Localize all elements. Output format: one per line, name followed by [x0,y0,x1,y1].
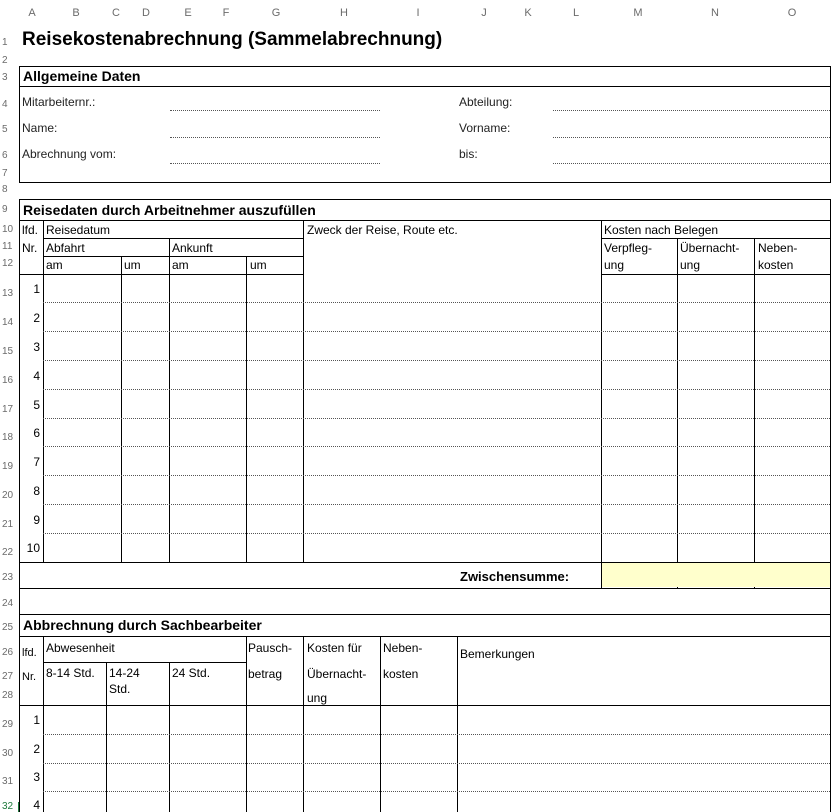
row-line [43,331,830,332]
row-header[interactable]: 3 [2,72,8,83]
lfd-label-processing: lfd. [22,647,37,659]
bemerkungen-label: Bemerkungen [460,647,535,661]
column-header-g[interactable]: G [271,7,281,19]
uebernachtung-label-1: Übernacht- [680,241,740,255]
divider [43,662,246,663]
column-header-j[interactable]: J [481,7,487,19]
range-14-24-label-1: 14-24 [109,666,140,680]
to-field[interactable] [553,163,830,164]
row-number: 2 [33,311,40,325]
row-header[interactable]: 21 [2,519,14,530]
section-heading-travel: Reisedaten durch Arbeitnehmer auszufüllen [23,202,316,218]
row-number: 3 [33,770,40,784]
billing-from-field[interactable] [170,163,380,164]
subtotal-label: Zwischensumme: [460,569,570,584]
column-header-b[interactable]: B [72,7,80,19]
first-name-field[interactable] [553,137,830,138]
divider [19,66,831,67]
row-header[interactable]: 20 [2,490,14,501]
range-24-label: 24 Std. [172,666,211,680]
row-header[interactable]: 16 [2,375,14,386]
row-header[interactable]: 18 [2,432,14,443]
section-heading-general: Allgemeine Daten [23,68,141,84]
row-number: 7 [33,455,40,469]
row-number: 4 [33,798,40,812]
nebenkosten-processing-label-1: Neben- [383,641,423,655]
row-header[interactable]: 15 [2,346,14,357]
subtotal-cells[interactable] [602,563,830,587]
divider [43,636,44,812]
divider [677,238,678,588]
row-number: 9 [33,513,40,527]
divider [601,238,831,239]
divider [43,238,303,239]
row-header[interactable]: 19 [2,461,14,472]
row-line [43,302,830,303]
row-header[interactable]: 9 [2,204,8,215]
column-header-m[interactable]: M [633,7,643,19]
column-header-d[interactable]: D [142,7,150,19]
row-number: 2 [33,742,40,756]
divider [754,238,755,588]
divider [19,199,831,200]
department-label: Abteilung: [459,95,513,109]
divider [169,238,170,562]
row-line [43,734,830,735]
row-header[interactable]: 29 [2,719,14,730]
abwesenheit-label: Abwesenheit [46,641,115,655]
divider [19,66,20,182]
row-header[interactable]: 22 [2,547,14,558]
divider [830,66,831,182]
range-14-24-label-2: Std. [109,682,131,696]
divider [830,614,831,812]
row-header[interactable]: 5 [2,124,8,135]
row-line [43,389,830,390]
divider [19,199,20,615]
kosten-uebernachtung-label-1: Kosten für [307,641,362,655]
row-header[interactable]: 7 [2,168,8,179]
divider [43,256,303,257]
row-header[interactable]: 13 [2,288,14,299]
range-8-14-label: 8-14 Std. [46,666,95,680]
verpflegung-label-2: ung [604,258,625,272]
row-number: 10 [26,541,40,555]
row-header[interactable]: 24 [2,598,14,609]
row-line [43,360,830,361]
section-heading-processing: Abbrechnung durch Sachbearbeiter [23,617,262,633]
employee-no-field[interactable] [170,110,380,111]
row-number: 3 [33,340,40,354]
divider [19,705,831,706]
name-label: Name: [22,121,58,135]
row-header[interactable]: 11 [2,241,13,252]
row-header[interactable]: 17 [2,404,14,415]
name-field[interactable] [170,137,380,138]
column-header-i[interactable]: I [416,7,420,19]
divider [303,220,304,562]
column-header-l[interactable]: L [572,7,580,19]
divider [830,199,831,615]
divider [19,86,831,87]
abfahrt-label: Abfahrt [46,241,85,255]
ankunft-um-label: um [250,258,267,272]
row-line [43,504,830,505]
row-header[interactable]: 28 [2,690,14,701]
row-header[interactable]: 6 [2,150,8,161]
reisedatum-label: Reisedatum [46,223,111,237]
employee-no-label: Mitarbeiternr.: [22,95,96,109]
column-header-e[interactable]: E [184,7,192,19]
row-header[interactable]: 32 [2,801,14,812]
column-header-n[interactable]: N [711,7,719,19]
divider [303,636,304,812]
nebenkosten-label-2: kosten [758,258,794,272]
divider [457,636,458,812]
divider [380,636,381,812]
divider [19,588,831,589]
divider [43,220,44,562]
ankunft-label: Ankunft [172,241,213,255]
column-header-c[interactable]: C [112,7,120,19]
column-header-f[interactable]: F [222,7,230,19]
divider [19,636,831,637]
row-header[interactable]: 8 [2,184,8,195]
row-header[interactable]: 14 [2,317,14,328]
row-number: 8 [33,484,40,498]
row-header[interactable]: 2 [2,55,8,66]
row-header[interactable]: 23 [2,572,14,583]
divider [19,614,20,812]
divider [169,662,170,812]
row-line [43,418,830,419]
row-number: 1 [33,282,40,296]
row-header[interactable]: 25 [2,622,14,633]
row-header[interactable]: 31 [2,776,14,787]
row-header[interactable]: 10 [2,224,14,235]
abfahrt-um-label: um [124,258,141,272]
divider [19,182,831,183]
nebenkosten-processing-label-2: kosten [383,667,419,681]
divider [19,220,831,221]
row-header[interactable]: 4 [2,99,8,110]
pauschbetrag-label-2: betrag [248,667,283,681]
row-header[interactable]: 1 [2,37,8,48]
ankunft-am-label: am [172,258,189,272]
row-header[interactable]: 27 [2,671,14,682]
nebenkosten-label-1: Neben- [758,241,798,255]
pauschbetrag-label-1: Pausch- [248,641,293,655]
row-line [43,446,830,447]
zweck-label: Zweck der Reise, Route etc. [307,223,458,237]
divider [246,636,247,812]
row-header[interactable]: 30 [2,748,14,759]
divider [19,614,831,615]
to-label: bis: [459,147,478,161]
kosten-uebernachtung-label-2: Übernacht- [307,667,367,681]
kosten-uebernachtung-label-3: ung [307,691,328,705]
nr-label-processing: Nr. [22,671,37,683]
department-field[interactable] [553,110,830,111]
page-title: Reisekostenabrechnung (Sammelabrechnung) [22,29,443,50]
first-name-label: Vorname: [459,121,511,135]
row-number: 4 [33,369,40,383]
nr-label: Nr. [22,241,38,255]
row-line [43,791,830,792]
uebernachtung-label-2: ung [680,258,701,272]
row-line [43,763,830,764]
divider [19,274,304,275]
row-number: 5 [33,398,40,412]
column-header-h[interactable]: H [340,7,348,19]
row-line [43,475,830,476]
divider [106,662,107,812]
row-number: 1 [33,713,40,727]
billing-from-label: Abrechnung vom: [22,147,117,161]
row-header[interactable]: 12 [2,258,14,269]
kosten-belege-label: Kosten nach Belegen [604,223,719,237]
row-number: 6 [33,426,40,440]
abfahrt-am-label: am [46,258,63,272]
lfd-label: lfd. [22,223,39,237]
verpflegung-label-1: Verpfleg- [604,241,653,255]
column-header-o[interactable]: O [787,7,797,19]
column-header-k[interactable]: K [524,7,532,19]
row-line [43,533,830,534]
row-header[interactable]: 26 [2,647,14,658]
divider [601,274,831,275]
column-header-a[interactable]: A [28,7,36,19]
